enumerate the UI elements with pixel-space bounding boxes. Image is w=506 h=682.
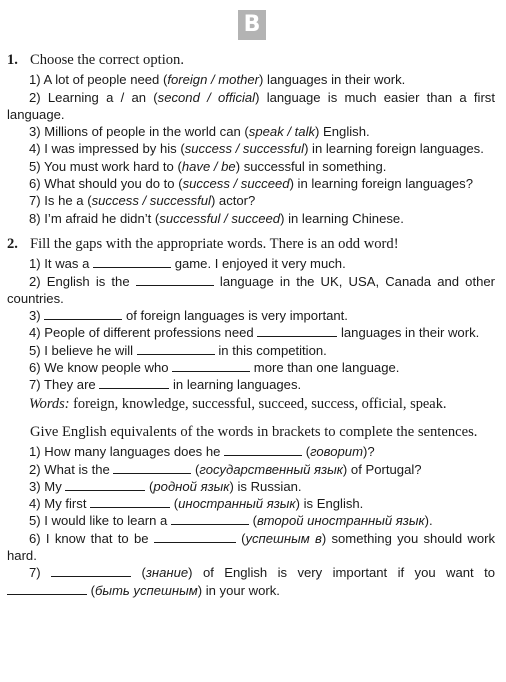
russian-hint: успешным в [245, 530, 322, 546]
task-1-item-6 [7, 175, 495, 192]
task-1-item-7 [7, 192, 495, 209]
item-text: 3) [29, 308, 41, 324]
task-2-item-6 [7, 359, 495, 376]
item-text: 7) Is he a ( [29, 193, 92, 209]
task-2-item-5 [7, 342, 495, 359]
russian-hint: второй иностранный язык [256, 513, 425, 529]
task-2-item-4 [7, 324, 495, 341]
item-text: game. I enjoyed it very much. [174, 256, 346, 272]
task-3-heading [7, 424, 495, 441]
item-text: 1) How many languages does he [29, 444, 221, 460]
item-text: of Portugal? [347, 461, 422, 477]
task-1-item-2 [7, 89, 495, 124]
item-text: 1) It was a [29, 256, 90, 272]
item-options: foreign / mother [167, 72, 260, 88]
task-3-item-5: 5) I would like to learn a (второй иностранный язык). [29, 513, 433, 529]
task-number: 2. [7, 235, 18, 252]
item-text: in this competition. [218, 342, 327, 358]
task-1-item-5 [7, 158, 495, 175]
item-text: . [429, 513, 433, 529]
item-text: 4) People of different professions need [29, 325, 254, 341]
item-text: 2) Learning a / an ( [29, 89, 158, 105]
item-text: 4) I was impressed by his ( [29, 141, 185, 157]
word-bank [7, 396, 495, 413]
answer-gap[interactable] [44, 308, 122, 320]
task-3 [7, 424, 495, 599]
task-number: 1. [7, 52, 18, 68]
answer-gap[interactable] [171, 513, 249, 525]
task-2 [7, 236, 495, 413]
answer-gap[interactable] [224, 444, 302, 456]
item-text: ? [367, 444, 375, 460]
item-text: 1) A lot of people need ( [29, 72, 168, 88]
item-text: ) in learning foreign languages. [304, 141, 484, 157]
item-options: successful / succeed [159, 210, 281, 226]
item-text: 6) We know people who [29, 360, 169, 376]
item-text: languages in their work. [340, 325, 480, 341]
item-text: 5) I would like to learn a [29, 513, 168, 529]
task-number [7, 424, 30, 441]
item-text: 8) I’m afraid he didn’t ( [29, 210, 160, 226]
task-title: Fill the gaps with the appropriate words. There is an odd word! [30, 235, 399, 252]
exercise-page [7, 52, 495, 599]
section-badge: B [238, 10, 266, 40]
task-title: Choose the correct option. [30, 52, 185, 68]
task-3-item-6: 6) I know that to be (успешным в) something you should work hard. [7, 530, 496, 564]
answer-gap[interactable] [172, 360, 250, 372]
russian-hint: говорит [310, 444, 363, 460]
item-text: 7) They are [29, 377, 96, 393]
item-text: 6) I know that to be [29, 530, 149, 546]
answer-gap[interactable] [65, 479, 145, 491]
item-text: 2) English is the [29, 273, 130, 289]
item-text: of foreign languages is very important. [125, 308, 348, 324]
task-3-item-2: 2) What is the (государственный язык) of Portugal? [29, 461, 422, 477]
answer-gap[interactable] [90, 496, 170, 508]
task-3-item-1: 1) How many languages does he (говорит)? [29, 444, 375, 460]
task-2-item-2 [7, 273, 495, 308]
item-text: ) language is much easier than a first language. [7, 89, 495, 122]
item-options: second / official [157, 89, 256, 105]
russian-hint: государственный язык [199, 461, 343, 477]
task-3-item-3: 3) My (родной язык) is Russian. [29, 478, 302, 494]
task-2-heading [7, 236, 495, 253]
task-2-item-3 [7, 307, 495, 324]
item-text: ) in learning Chinese. [280, 210, 404, 226]
task-2-item-1 [7, 255, 495, 272]
item-text: in learning languages. [173, 377, 302, 393]
item-options: have / be [181, 158, 236, 174]
item-text: is English. [300, 496, 364, 512]
item-options: success / successful [184, 141, 305, 157]
item-text: 7) [29, 565, 41, 581]
task-1 [7, 52, 495, 227]
russian-hint: быть успешным [95, 582, 198, 598]
task-2-item-7 [7, 376, 495, 393]
item-text: 3) Millions of people in the world can ( [29, 124, 249, 140]
item-text: of English is very important if you want to [192, 565, 496, 581]
item-text: 3) My [29, 478, 62, 494]
task-1-item-1 [7, 71, 495, 88]
russian-hint: знание [145, 565, 189, 581]
task-title: Give English equivalents of the words in brackets to complete the sentences. [30, 423, 478, 440]
item-text: ) languages in their work. [259, 72, 406, 88]
item-options: speak / talk [248, 124, 316, 140]
answer-gap[interactable] [136, 274, 214, 286]
item-options: success / succeed [182, 176, 290, 192]
word-bank-label: Words: [29, 395, 70, 412]
item-text: ) in learning foreign languages? [289, 176, 474, 192]
answer-gap[interactable] [137, 343, 215, 355]
item-text: ) successful in something. [235, 158, 387, 174]
item-text: something you should work hard. [7, 530, 496, 564]
task-3-item-4: 4) My first (иностранный язык) is English. [29, 496, 364, 512]
item-text: ) English. [315, 124, 370, 140]
item-text: 5) I believe he will [29, 342, 134, 358]
item-text: more than one language. [253, 360, 400, 376]
answer-gap[interactable] [154, 531, 236, 543]
item-text: 4) My first [29, 496, 87, 512]
russian-hint: родной язык [153, 478, 230, 494]
task-1-item-8 [7, 210, 495, 227]
task-1-item-4 [7, 140, 495, 157]
item-text: 5) You must work hard to ( [29, 158, 182, 174]
item-text: 2) What is the [29, 461, 110, 477]
answer-gap[interactable] [99, 377, 169, 389]
item-options: success / successful [91, 193, 211, 209]
item-text: is Russian. [233, 478, 302, 494]
item-text: 6) What should you do to ( [29, 176, 183, 192]
word-bank-words: foreign, knowledge, successful, succeed, success, official, speak. [73, 395, 447, 412]
task-1-heading [7, 52, 495, 69]
item-text: ) actor? [210, 193, 256, 209]
answer-gap[interactable] [113, 462, 191, 474]
item-text: in your work. [202, 582, 280, 598]
task-1-item-3 [7, 123, 495, 140]
russian-hint: иностранный язык [178, 496, 296, 512]
task-3-item-7: 7) (знание) of English is very important if you want to (быть успешным) in your work. [7, 564, 495, 599]
item-text: language in the UK, USA, Canada and other countries. [7, 273, 496, 306]
answer-gap[interactable] [93, 256, 171, 268]
answer-gap[interactable] [7, 583, 87, 595]
answer-gap[interactable] [257, 325, 337, 337]
answer-gap[interactable] [51, 565, 131, 577]
